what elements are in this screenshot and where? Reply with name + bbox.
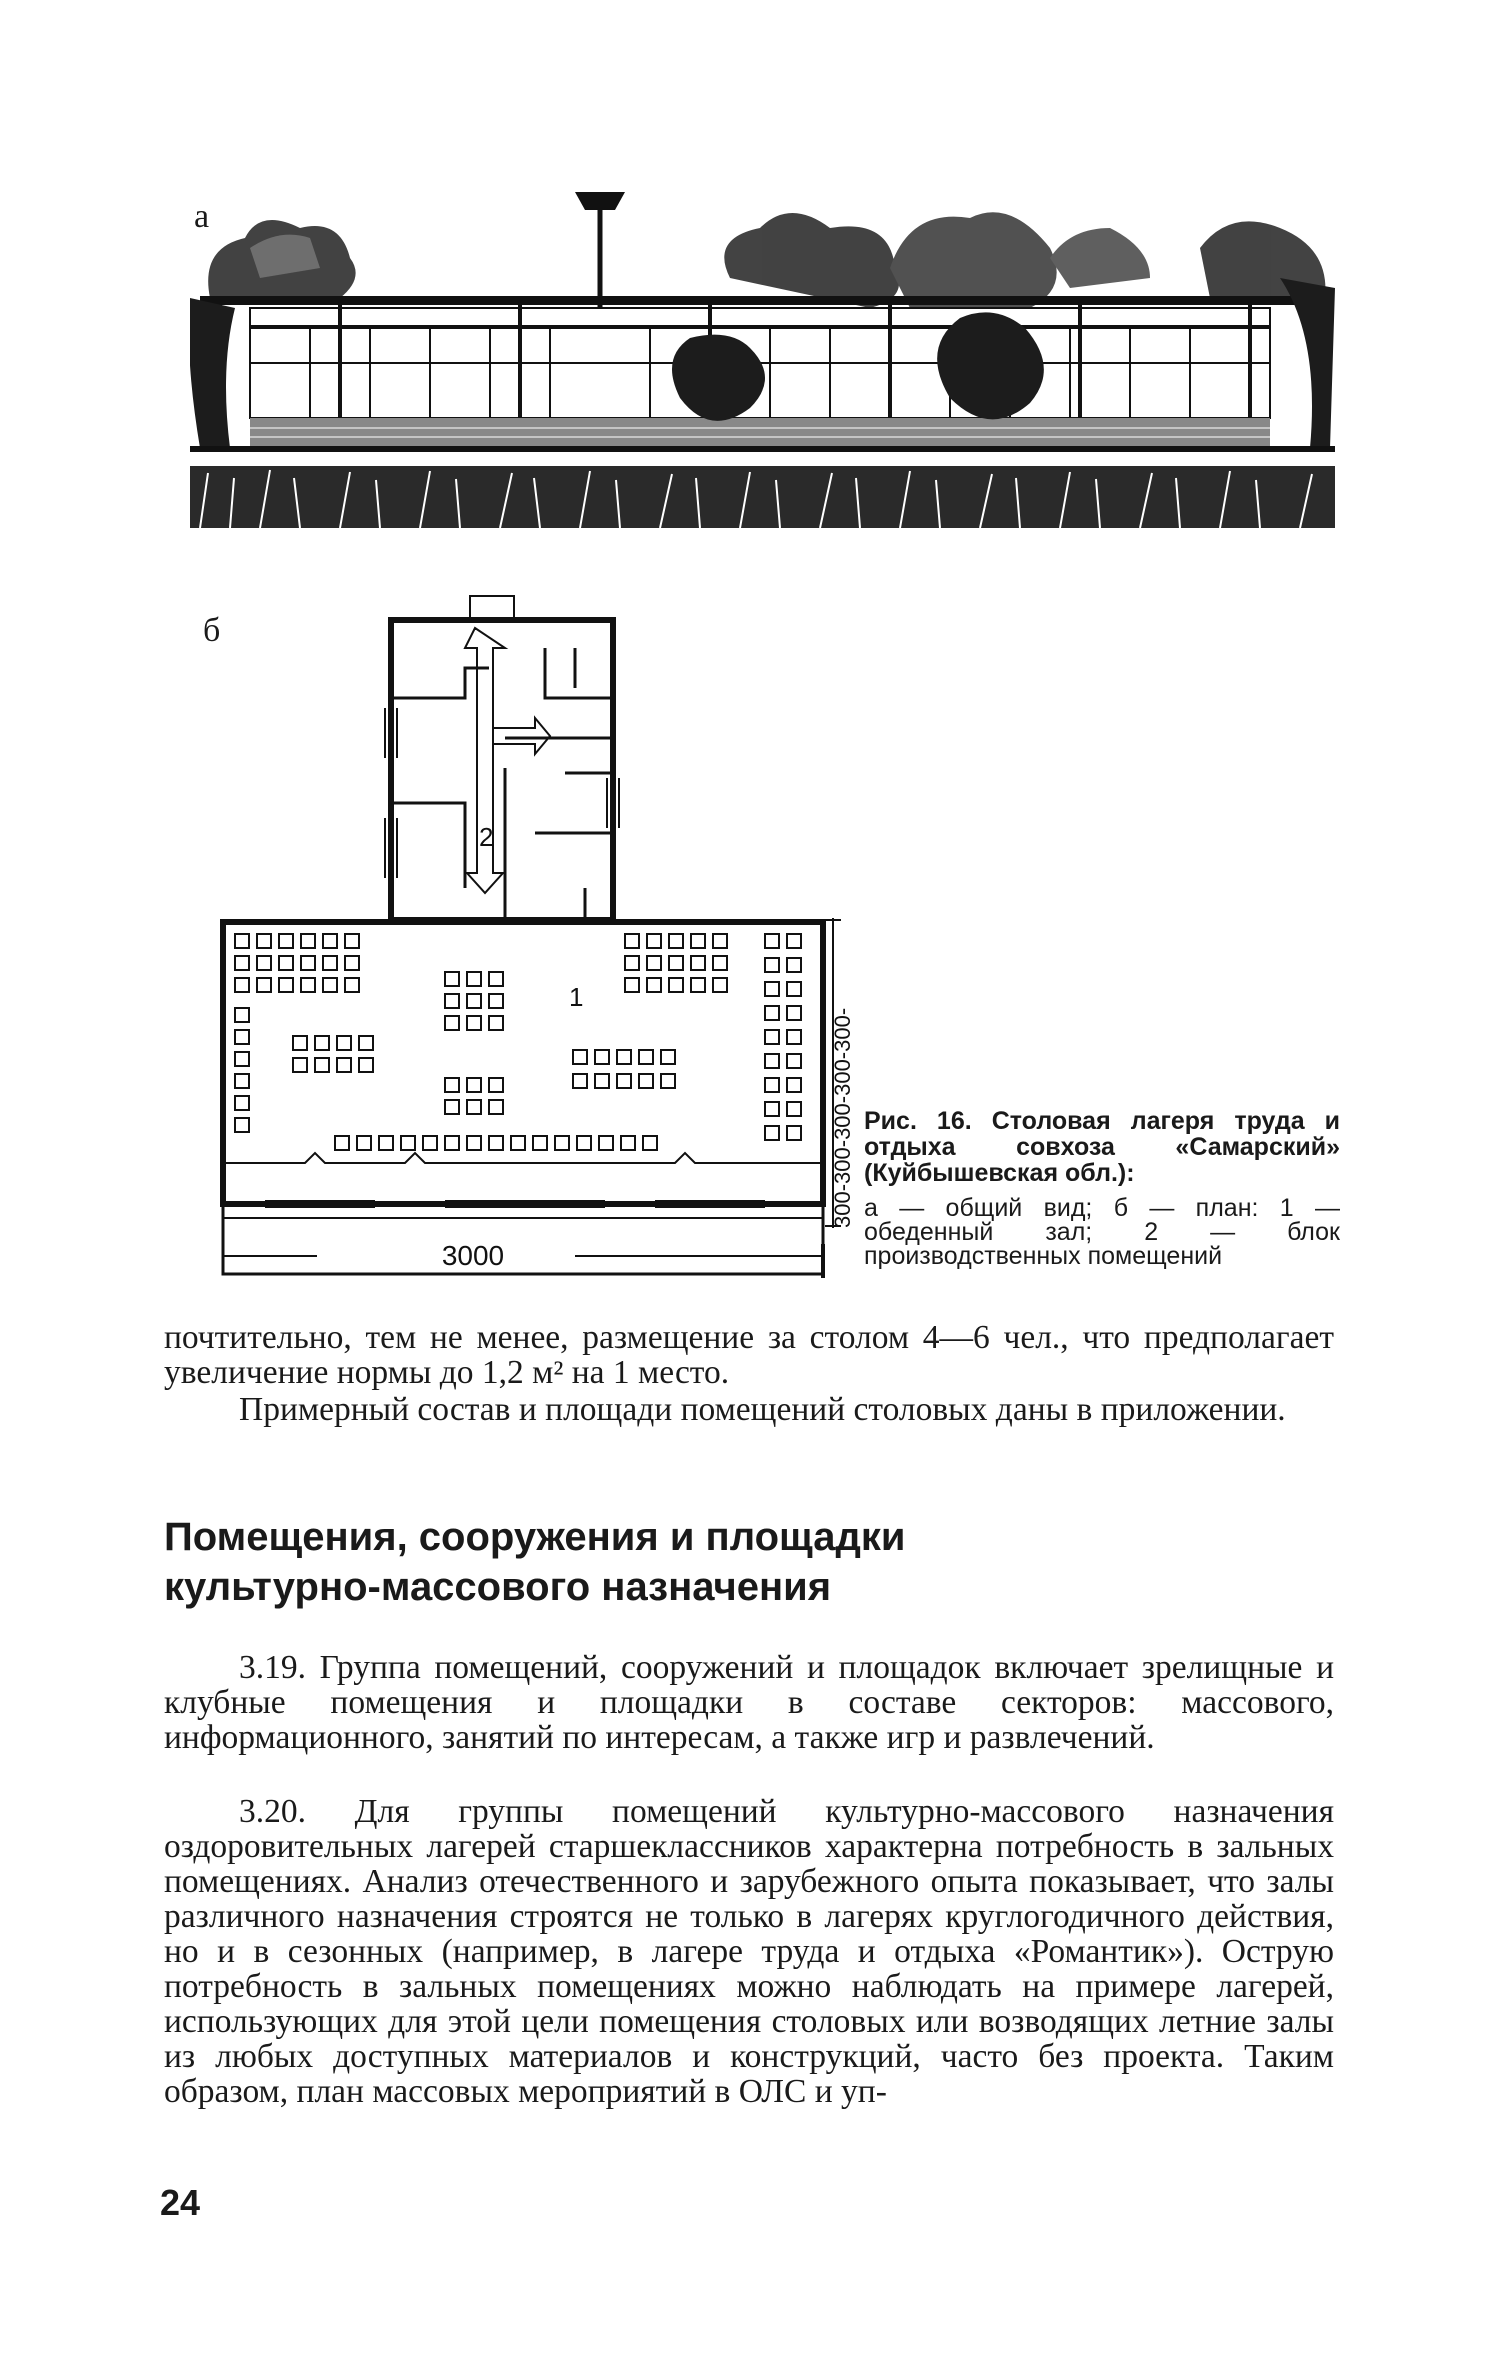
paragraph-appendix-note: Примерный состав и площади помещений столовых даны в приложении. <box>239 1391 1286 1428</box>
section-heading-line-1: Помещения, сооружения и площадки <box>164 1515 906 1559</box>
room-2-label: 2 <box>479 822 494 852</box>
figure-label-b: б <box>203 612 221 649</box>
paragraph-continuation: почтительно, тем не менее, размещение за столом 4—6 чел., что предполагает увеличение нормы до 1,2 м² на 1 место. <box>164 1319 1334 1391</box>
figure-label-a: а <box>194 198 210 235</box>
building-view-illustration <box>190 188 1335 533</box>
figure-caption-title: Рис. 16. Столовая лагеря труда и отдыха совхоза «Самарский» (Куйбышевская обл.): <box>864 1107 1340 1187</box>
paragraph-3-19: 3.19. Группа помещений, сооружений и площадок включает зрелищные и клубные помещения и площадки в составе секторов: массового, информационного, занятий по интересам, а также игр и развлечений. <box>164 1649 1334 1756</box>
room-1-label: 1 <box>569 982 584 1012</box>
dimension-height: 300-300-300-300-300- <box>830 1007 855 1228</box>
figure-caption <box>864 1108 1340 1268</box>
floor-plan-illustration <box>205 588 865 1288</box>
page-number: 24 <box>160 2182 201 2223</box>
dimension-width: 3000 <box>441 1240 505 1271</box>
section-heading-line-2: культурно-массового назначения <box>164 1565 832 1609</box>
figure-caption-legend: а — общий вид; б — план: 1 — обеденный зал; 2 — блок производственных помещений <box>864 1194 1340 1270</box>
paragraph-3-20: 3.20. Для группы помещений культурно-массового назначения оздоровительных лагерей старшеклассников характерна потребность в зальных помещениях. Анализ отечественного и зарубежного опыта показывает, что залы различного назначения строятся не только в лагерях круглогодичного действия, но и в сезонных (например, в лагере труда и отдыха «Романтик»). Острую потребность в зальных помещениях можно наблюдать на примере лагерей, использующих для этой цели помещения столовых или возводящих летние залы из любых доступных материалов и конструкций, часто без проекта. Таким образом, план массовых мероприятий в ОЛС и уп- <box>164 1793 1334 2110</box>
section-heading <box>164 1512 1164 1612</box>
